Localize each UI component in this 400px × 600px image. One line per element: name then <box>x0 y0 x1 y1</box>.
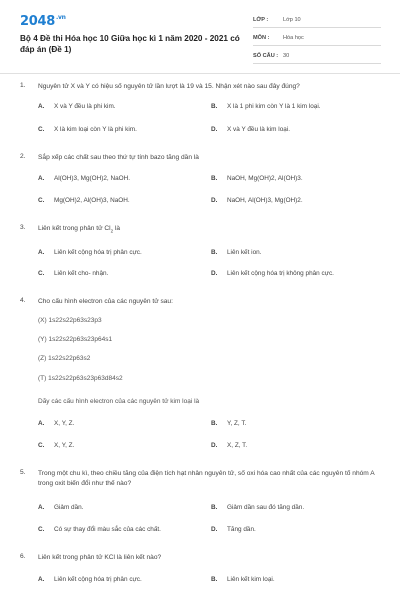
option-a[interactable]: A. Al(OH)3, Mg(OH)2, NaOH. <box>38 175 130 182</box>
info-row-class <box>253 14 381 28</box>
question-prompt: Dãy các cấu hình electron của các nguyên tử kim loại là <box>38 398 200 405</box>
option-a[interactable]: A. Giảm dần. <box>38 504 84 511</box>
question-number: 1. <box>20 82 26 89</box>
option-a[interactable]: A. Liên kết cộng hóa trị phân cực. <box>38 576 142 583</box>
question-text: Nguyên tử X và Y có hiệu số nguyên tử lần lượt là 19 và 15. Nhận xét nào sau đây đúng? <box>38 83 300 90</box>
question-text: Trong một chu kì, theo chiều tăng của điện tích hạt nhân nguyên tử, số oxi hóa cao nhất của các nguyên tố nhóm A trong oxit biến đổi như thế nào? <box>38 470 375 487</box>
question-text: Liên kết trong phân tử KCl là liên kết nào? <box>38 554 162 561</box>
option-b[interactable]: B. NaOH, Mg(OH)2, Al(OH)3. <box>211 175 303 182</box>
info-row-count <box>253 50 381 64</box>
info-value: Lớp 10 <box>283 17 301 23</box>
config-line: (T) 1s22s22p63s23p63d84s2 <box>38 375 123 382</box>
question-text: Liên kết trong phân tử $Cl_2$ là <box>38 225 121 234</box>
option-c[interactable]: C. X, Y, Z. <box>38 442 75 449</box>
config-line: (Z) 1s22s22p63s2 <box>38 355 91 362</box>
option-a[interactable]: A. Liên kết cộng hóa trị phân cực. <box>38 249 142 256</box>
option-a[interactable]: A. X và Y đều là phi kim. <box>38 103 116 110</box>
option-b[interactable]: B. Giảm dần sau đó tăng dần. <box>211 504 305 511</box>
option-a[interactable]: A. X, Y, Z. <box>38 420 75 427</box>
option-b[interactable]: B. Liên kết ion. <box>211 249 262 256</box>
option-d[interactable]: D. X, Z, T. <box>211 442 248 449</box>
question-number: 3. <box>20 224 26 231</box>
option-c[interactable]: C. Có sự thay đổi màu sắc của các chất. <box>38 526 161 533</box>
option-c[interactable]: C. X là kim loại còn Y là phi kim. <box>38 126 137 133</box>
site-logo[interactable]: $2048^{.vn}$ <box>20 14 66 29</box>
question-text: Cho cấu hình electron của các nguyên tử sau: <box>38 298 173 305</box>
question-number: 4. <box>20 297 26 304</box>
question-number: 6. <box>20 553 26 560</box>
info-row-subject <box>253 32 381 46</box>
config-line: (X) 1s22s22p63s23p3 <box>38 317 102 324</box>
info-label: LỚP : <box>253 17 269 23</box>
option-b[interactable]: B. Liên kết kim loại. <box>211 576 275 583</box>
question-number: 5. <box>20 469 26 476</box>
header-divider <box>0 73 400 74</box>
option-d[interactable]: D. NaOH, Al(OH)3, Mg(OH)2. <box>211 197 303 204</box>
exam-title: Bộ 4 Đề thi Hóa học 10 Giữa học kì 1 năm 2020 - 2021 có đáp án (Đề 1) <box>20 34 240 54</box>
option-d[interactable]: D. Tăng dần. <box>211 526 256 533</box>
exam-info-panel <box>253 14 381 68</box>
question-text: Sắp xếp các chất sau theo thứ tự tính bazo tăng dần là <box>38 154 199 161</box>
option-b[interactable]: B. X là 1 phi kim còn Y là 1 kim loại. <box>211 103 321 110</box>
info-label: SỐ CÂU : <box>253 53 279 59</box>
option-d[interactable]: D. Liên kết cộng hóa trị không phân cực. <box>211 270 334 277</box>
question-number: 2. <box>20 153 26 160</box>
info-value: Hóa học <box>283 35 304 41</box>
option-c[interactable]: C. Liên kết cho- nhận. <box>38 270 109 277</box>
info-label: MÔN : <box>253 35 270 41</box>
option-d[interactable]: D. X và Y đều là kim loại. <box>211 126 290 133</box>
config-line: (Y) 1s22s22p63s23p64s1 <box>38 336 113 343</box>
option-b[interactable]: B. Y, Z, T. <box>211 420 247 427</box>
info-value: 30 <box>283 53 290 59</box>
option-c[interactable]: C. Mg(OH)2, Al(OH)3, NaOH. <box>38 197 130 204</box>
